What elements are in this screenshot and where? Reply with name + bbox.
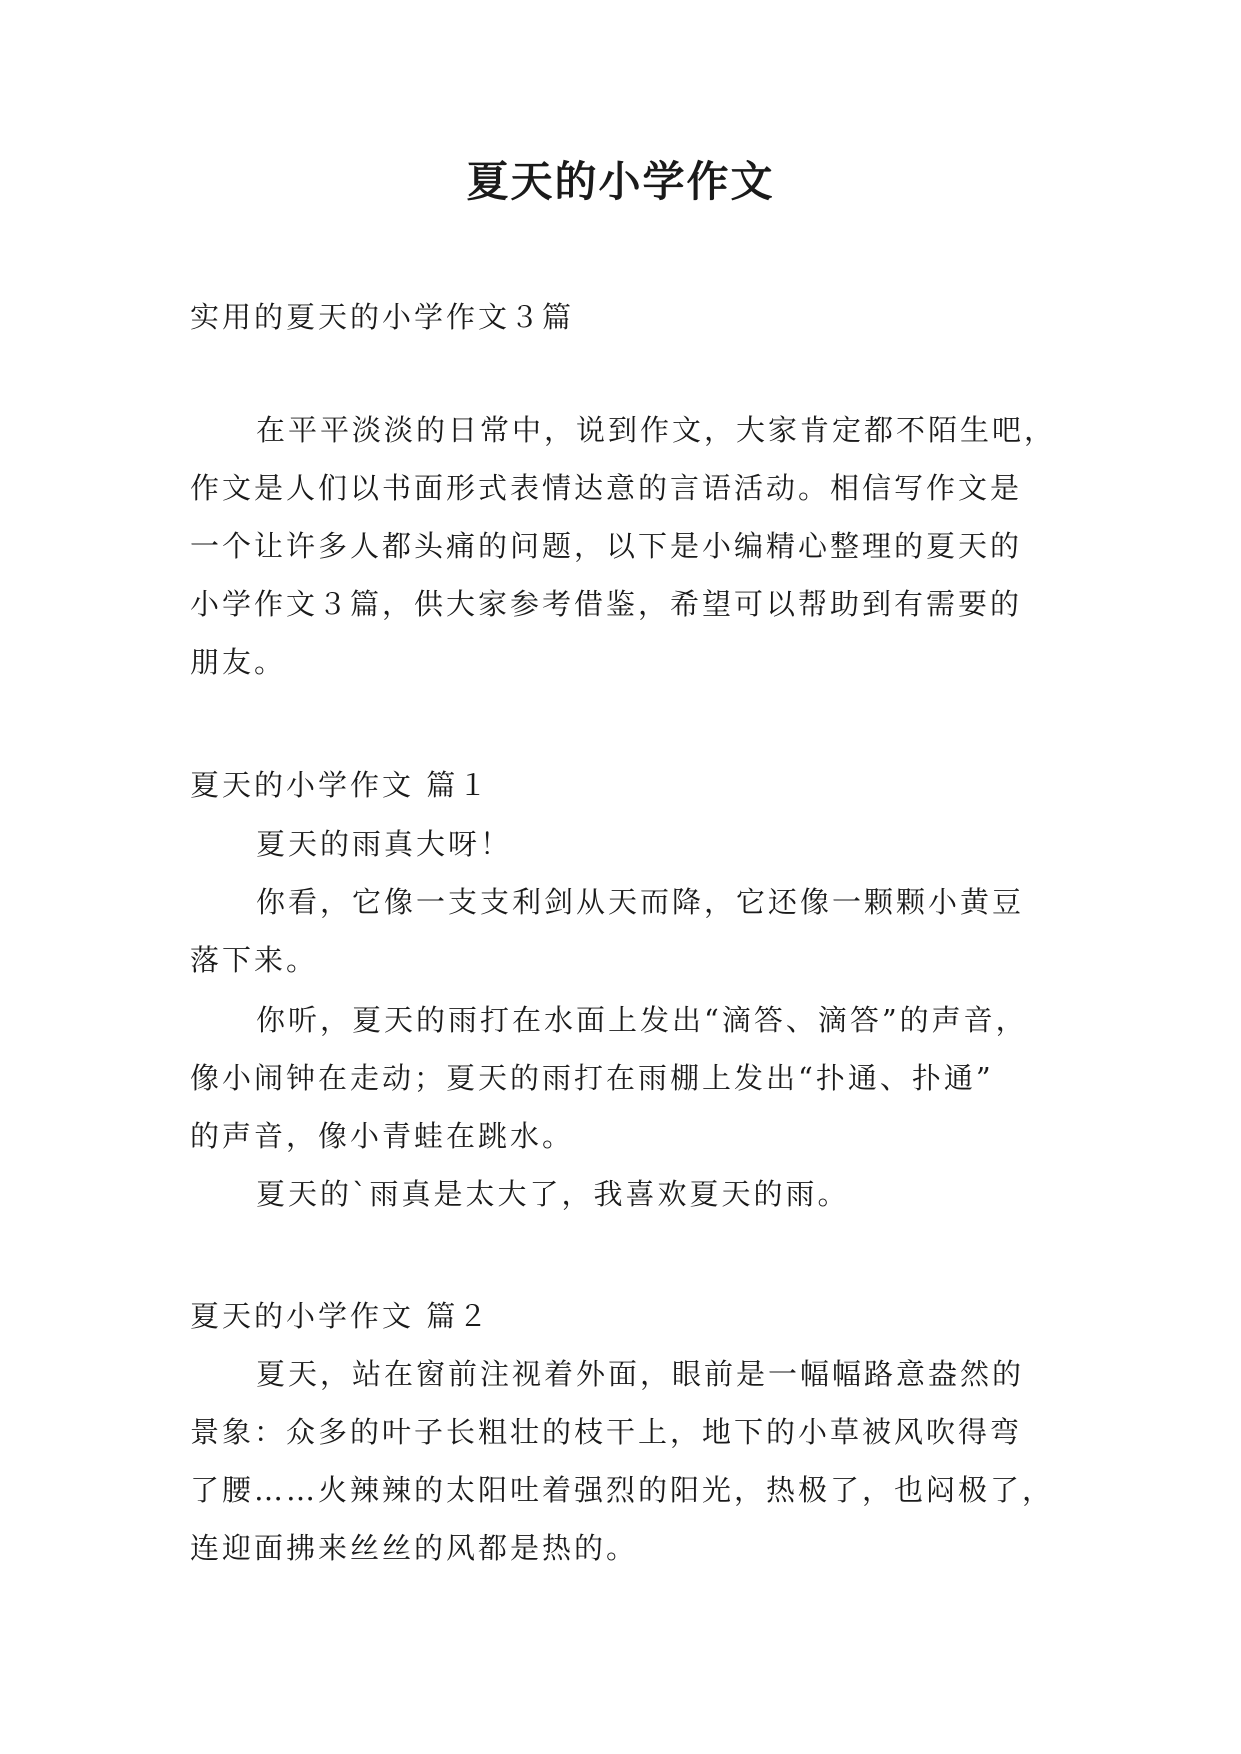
- essay1-paragraph-4: 夏天的`雨真是太大了，我喜欢夏天的雨。: [256, 1177, 850, 1211]
- essay1-paragraph-2-line-1: 你看，它像一支支利剑从天而降，它还像一颗颗小黄豆: [256, 885, 1025, 919]
- essay1-paragraph-1: 夏天的雨真大呀！: [256, 827, 513, 861]
- intro-line-1: 在平平淡淡的日常中，说到作文，大家肯定都不陌生吧，: [256, 413, 1057, 447]
- essay2-heading: 夏天的小学作文 篇２: [190, 1299, 491, 1333]
- essay2-paragraph-1-line-2: 景象：众多的叶子长粗壮的枝干上，地下的小草被风吹得弯: [190, 1415, 1023, 1449]
- document-subtitle: 实用的夏天的小学作文３篇: [190, 300, 575, 334]
- intro-line-5: 朋友。: [190, 645, 287, 679]
- essay1-paragraph-3-line-2: 像小闹钟在走动；夏天的雨打在雨棚上发出“扑通、扑通”: [190, 1061, 994, 1095]
- essay2-paragraph-1-line-1: 夏天，站在窗前注视着外面，眼前是一幅幅路意盎然的: [256, 1357, 1025, 1391]
- essay1-paragraph-3-line-1: 你听，夏天的雨打在水面上发出“滴答、滴答”的声音，: [256, 1003, 1028, 1037]
- intro-line-3: 一个让许多人都头痛的问题，以下是小编精心整理的夏天的: [190, 529, 1023, 563]
- essay2-paragraph-1-line-3: 了腰……火辣辣的太阳吐着强烈的阳光，热极了，也闷极了，: [190, 1473, 1055, 1507]
- essay1-paragraph-3-line-3: 的声音，像小青蛙在跳水。: [190, 1119, 575, 1153]
- intro-line-2: 作文是人们以书面形式表情达意的言语活动。相信写作文是: [190, 471, 1023, 505]
- essay1-heading: 夏天的小学作文 篇１: [190, 768, 491, 802]
- essay1-paragraph-2-line-2: 落下来。: [190, 943, 319, 977]
- essay2-paragraph-1-line-4: 连迎面拂来丝丝的风都是热的。: [190, 1531, 639, 1565]
- document-title: 夏天的小学作文: [466, 157, 775, 206]
- intro-line-4: 小学作文３篇，供大家参考借鉴，希望可以帮助到有需要的: [190, 587, 1023, 621]
